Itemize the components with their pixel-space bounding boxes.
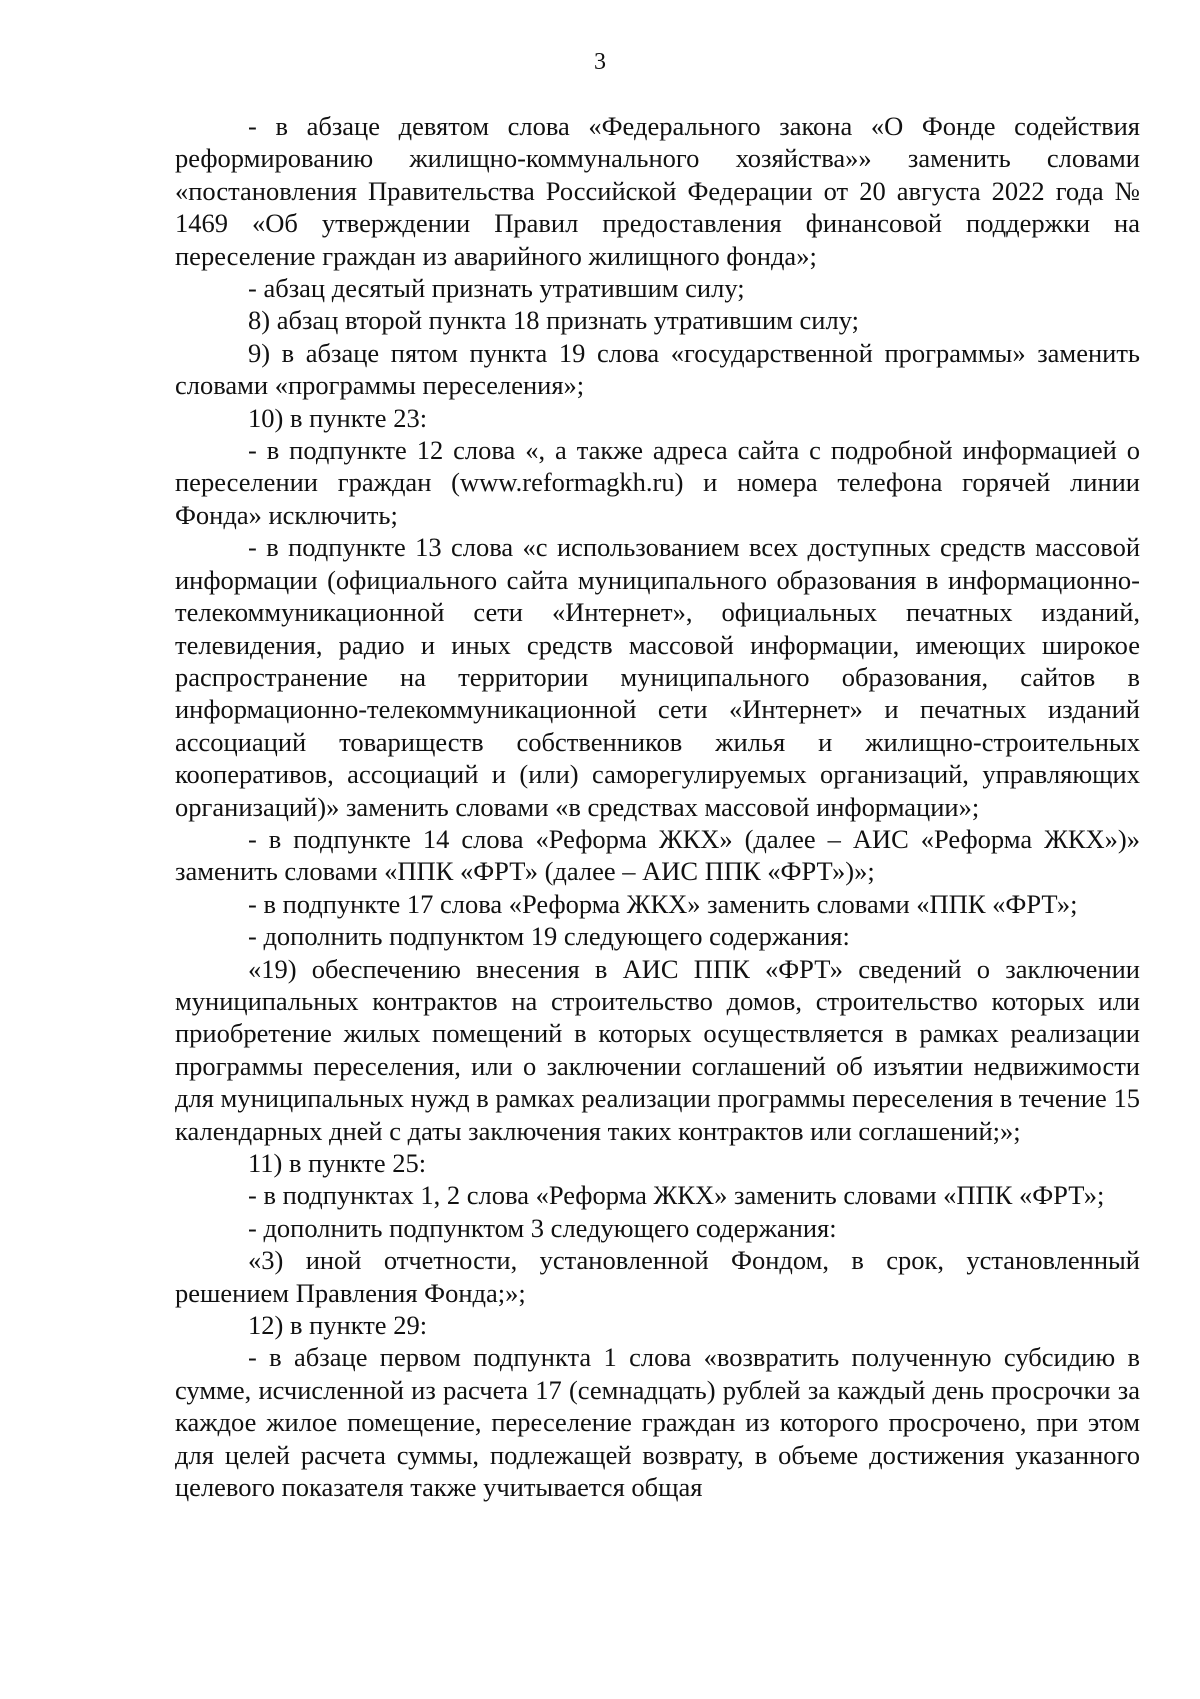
paragraph-1: - в абзаце девятом слова «Федерального закона «О Фонде содействия реформированию жилищно-коммунального хозяйства»» заменить словами «постановления Правительства Российской Федерации от 20 августа 2022 года № 1469 «Об утверждении Правил предоставления финансовой поддержки на переселение граждан из аварийного жилищного фонда»; [175,111,1140,271]
document-body [175,110,1140,1503]
page-number: 3 [594,49,606,75]
paragraph-2: - абзац десятый признать утратившим силу; [248,273,745,304]
paragraph-12: 11) в пункте 25: [248,1148,427,1178]
paragraph-3: 8) абзац второй пункта 18 признать утратившим силу; [248,305,859,336]
paragraph-15: «3) иной отчетности, установленной Фондом, в срок, установленный решением Правления Фонда;»; [175,1245,1140,1308]
paragraph-9: - в подпункте 17 слова «Реформа ЖКХ» заменить словами «ППК «ФРТ»; [248,888,1078,919]
paragraph-11: «19) обеспечению внесения в АИС ППК «ФРТ» сведений о заключении муниципальных контрактов на строительство домов, строительство которых или приобретение жилых помещений в которых осуществляется в рамках реализации программы переселения, или о заключении соглашений об изъятии недвижимости для муниципальных нужд в рамках реализации программы переселения в течение 15 календарных дней с даты заключения таких контрактов или соглашений;»; [175,953,1140,1146]
paragraph-14: - дополнить подпунктом 3 следующего содержания: [248,1212,837,1243]
paragraph-17: - в абзаце первом подпункта 1 слова «возвратить полученную субсидию в сумме, исчисленной из расчета 17 (семнадцать) рублей за каждый день просрочки за каждое жилое помещение, переселение граждан из которого просрочено, при этом для целей расчета суммы, подлежащей возврату, в объеме достижения указанного целевого показателя также учитывается общая [175,1342,1140,1503]
paragraph-4: 9) в абзаце пятом пункта 19 слова «государственной программы» заменить словами «программы переселения»; [175,337,1140,401]
paragraph-13: - в подпунктах 1, 2 слова «Реформа ЖКХ» заменить словами «ППК «ФРТ»; [248,1180,1105,1211]
paragraph-8: - в подпункте 14 слова «Реформа ЖКХ» (далее – АИС «Реформа ЖКХ»)» заменить словами «ППК «ФРТ» (далее – АИС ППК «ФРТ»)»; [175,823,1140,887]
paragraph-6: - в подпункте 12 слова «, а также адреса сайта с подробной информацией о переселении граждан (www.reformagkh.ru) и номера телефона горячей линии Фонда» исключить; [175,435,1140,530]
paragraph-10: - дополнить подпунктом 19 следующего содержания: [248,921,850,952]
paragraph-7: - в подпункте 13 слова «с использованием всех доступных средств массовой информации (официального сайта муниципального образования в информационно-телекоммуникационной сети «Интернет», официальных печатных изданий, телевидения, радио и иных средств массовой информации, имеющих широкое распространение на территории муниципального образования, сайтов в информационно-телекоммуникационной сети «Интернет» и печатных изданий ассоциаций товариществ собственников жилья и жилищно-строительных кооперативов, ассоциаций и (или) саморегулируемых организаций, управляющих организаций)» заменить словами «в средствах массовой информации»; [175,532,1140,822]
paragraph-5: 10) в пункте 23: [248,402,428,433]
paragraph-16: 12) в пункте 29: [248,1310,428,1341]
